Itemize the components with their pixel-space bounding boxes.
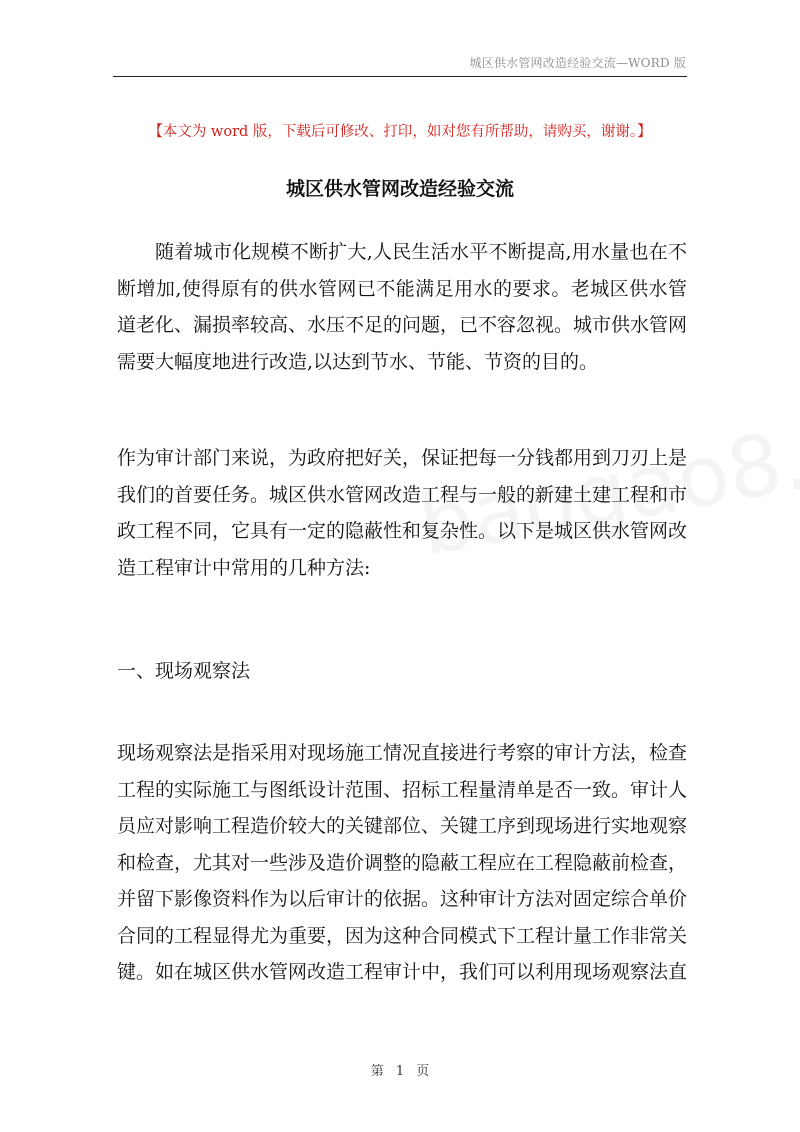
page-label-suffix: 页 bbox=[416, 1064, 430, 1079]
page-label-prefix: 第 bbox=[370, 1064, 384, 1079]
page-number: 1 bbox=[395, 1064, 405, 1079]
section-heading: 一、现场观察法 bbox=[117, 660, 251, 682]
running-header: 城区供水管网改造经验交流—WORD 版 bbox=[469, 56, 686, 70]
page-footer bbox=[0, 1060, 800, 1079]
document-title: 城区供水管网改造经验交流 bbox=[285, 178, 514, 200]
header-divider bbox=[113, 76, 687, 77]
body-paragraph-intro: 随着城市化规模不断扩大,人民生活水平不断提高,用水量也在不断增加,使得原有的供水管网已不能满足用水的要求。老城区供水管道老化、漏损率较高、水压不足的问题，已不容忽视。城市供水管网需要大幅度地进行改造,以达到节水、节能、节资的目的。 bbox=[117, 241, 688, 373]
purchase-notice: 【本文为 word 版，下载后可修改、打印，如对您有所帮助，请购买，谢谢。】 bbox=[148, 124, 652, 140]
body-paragraph-site-observation: 现场观察法是指采用对现场施工情况直接进行考察的审计方法，检查工程的实际施工与图纸设计范围、招标工程量清单是否一致。审计人员应对影响工程造价较大的关键部位、关键工序到现场进行实地观察和检查，尤其对一些涉及造价调整的隐蔽工程应在工程隐蔽前检查，并留下影像资料作为以后审计的依据。这种审计方法对固定综合单价合同的工程显得尤为重要，因为这种合同模式下工程计量工作非常关键。如在城区供水管网改造工程审计中，我们可以利用现场观察法直 bbox=[117, 742, 688, 983]
body-paragraph-audit-role: 作为审计部门来说，为政府把好关，保证把每一分钱都用到刀刃上是我们的首要任务。城区供水管网改造工程与一般的新建土建工程和市政工程不同，它具有一定的隐蔽性和复杂性。以下是城区供水管网改造工程审计中常用的几种方法: bbox=[117, 447, 688, 579]
